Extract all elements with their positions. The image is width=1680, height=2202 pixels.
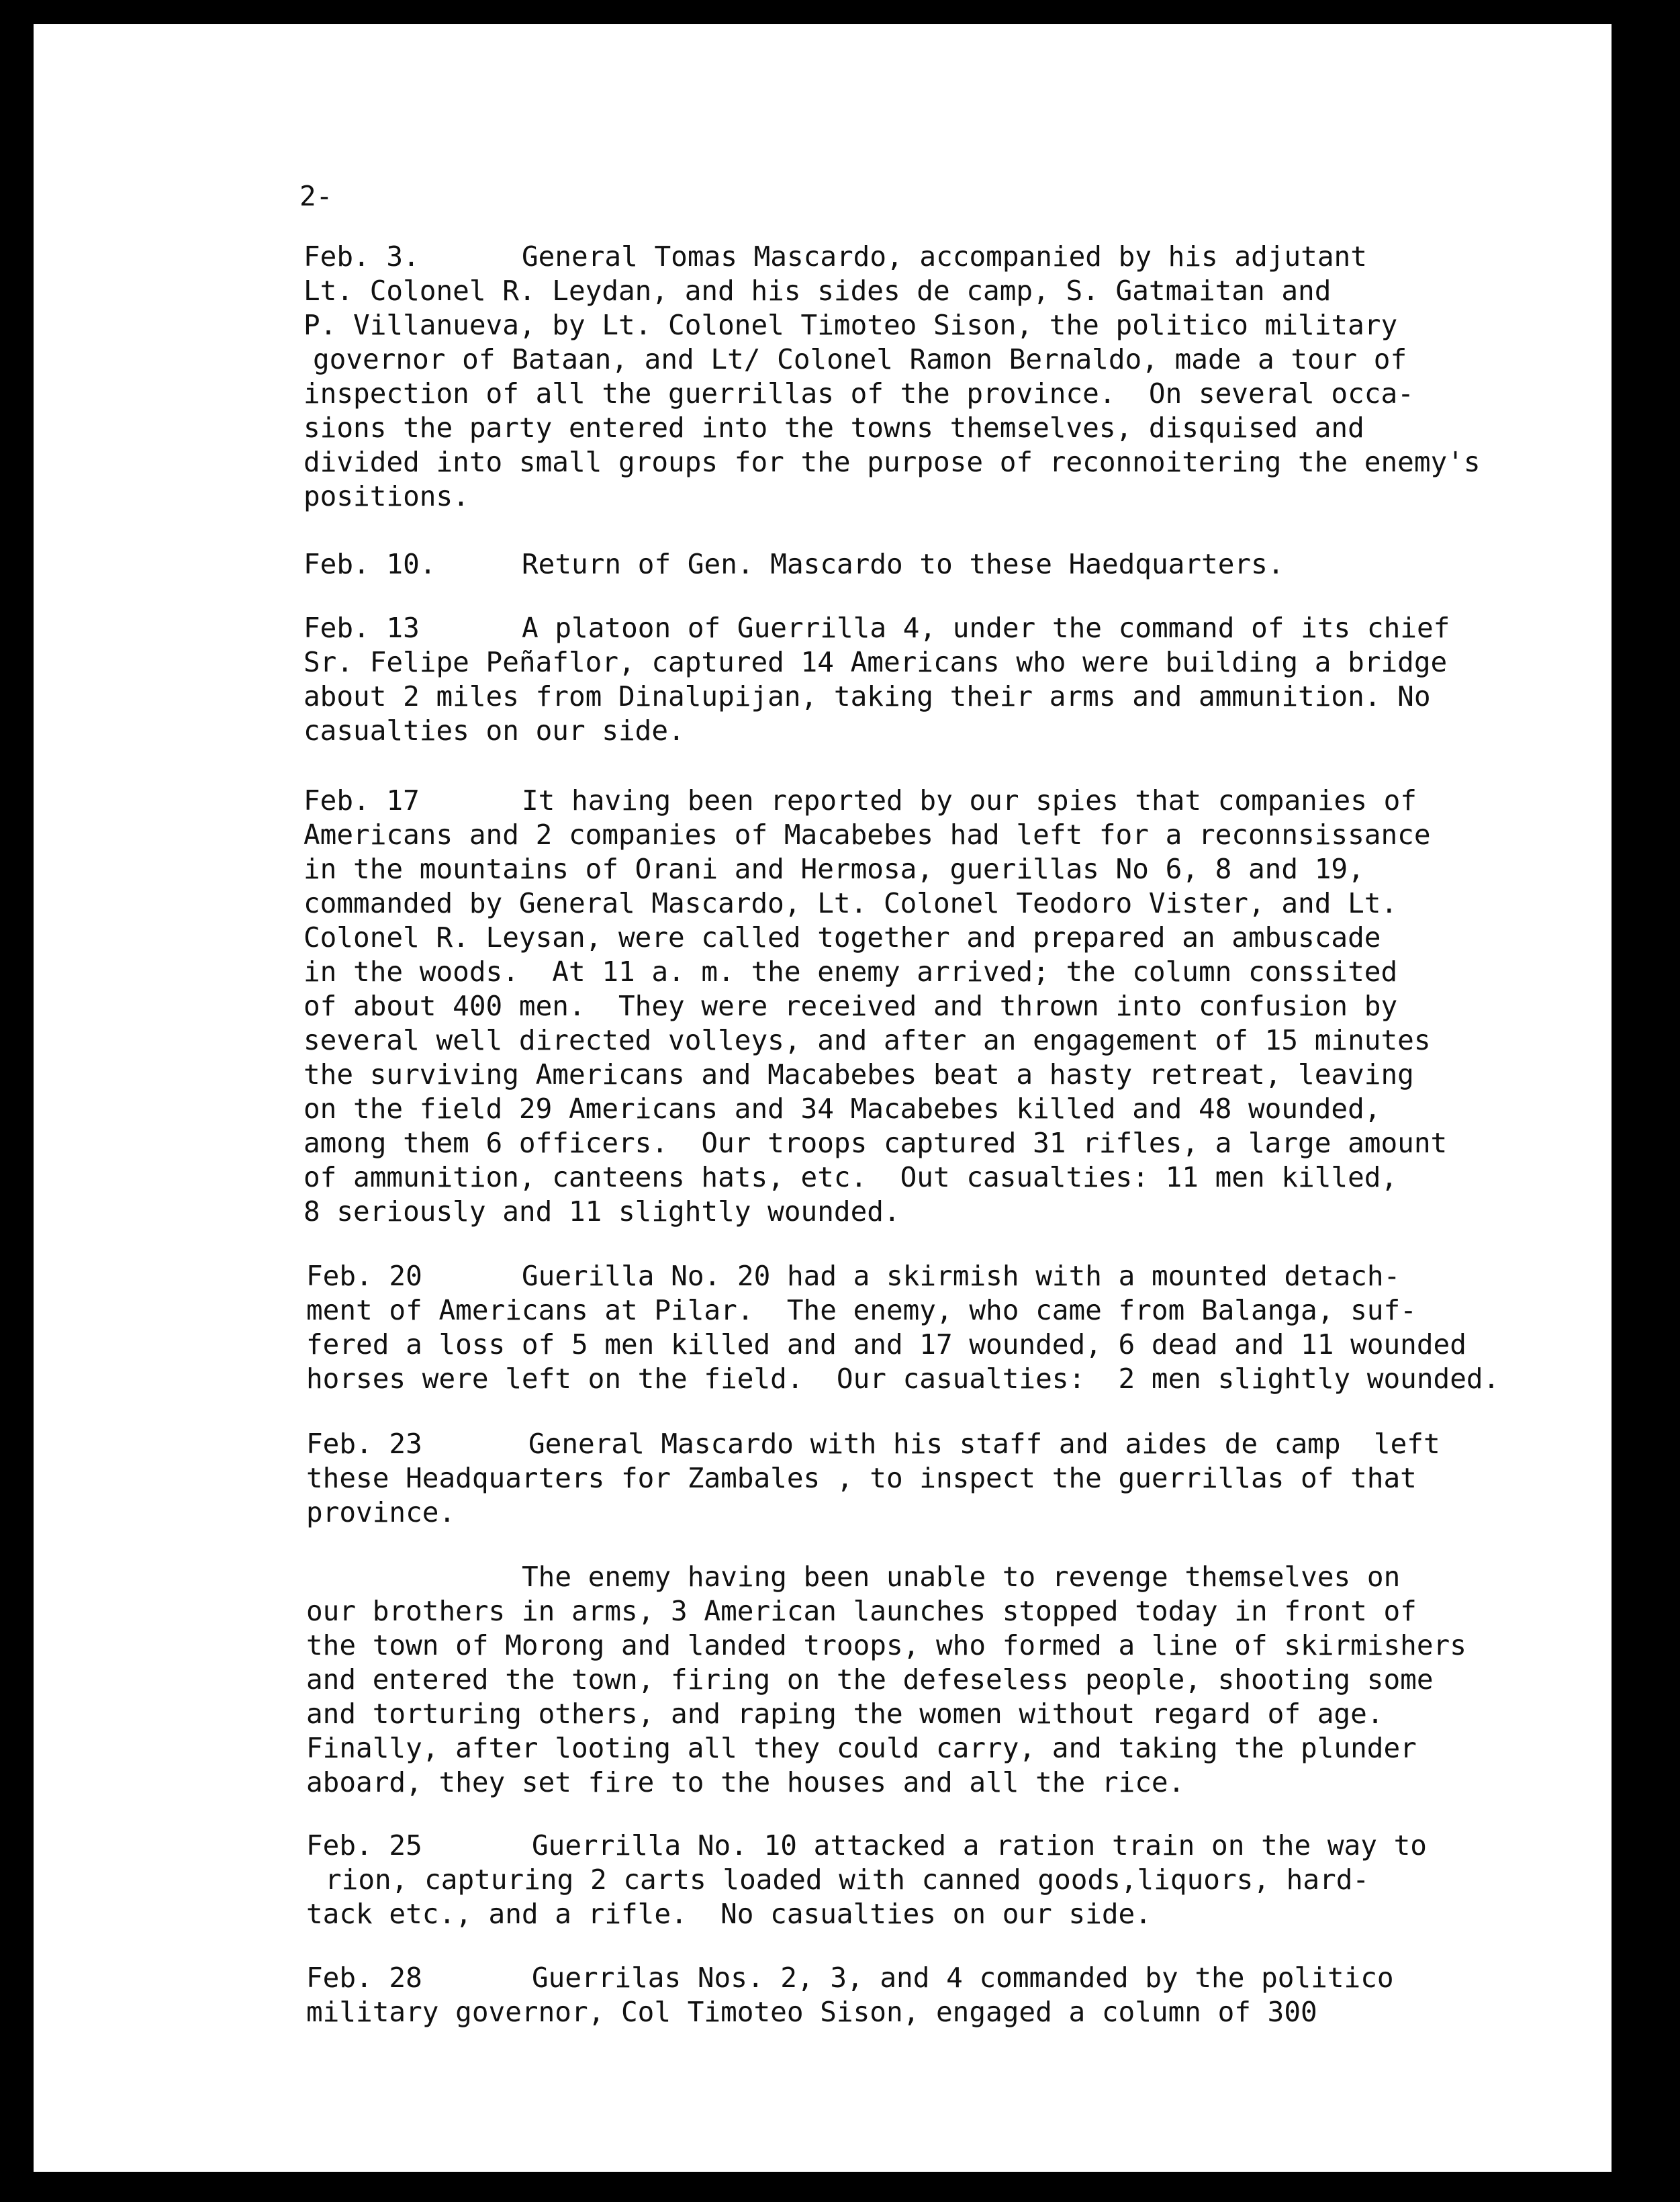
entry-line: Colonel R. Leysan, were called together and prepared an ambuscade xyxy=(304,921,1381,954)
entry-date: Feb. 23 xyxy=(306,1428,422,1460)
entry-line: among them 6 officers. Our troops captured 31 rifles, a large amount xyxy=(304,1127,1448,1159)
entry-line: the town of Morong and landed troops, who formed a line of skirmishers xyxy=(306,1629,1466,1661)
entry-date: Feb. 3. xyxy=(304,240,420,273)
entry-date: Feb. 10. xyxy=(304,548,436,580)
entry-line: on the field 29 Americans and 34 Macabebes killed and 48 wounded, xyxy=(304,1093,1381,1125)
entry-line: in the mountains of Orani and Hermosa, guerillas No 6, 8 and 19, xyxy=(304,853,1364,885)
entry-line: of ammunition, canteens hats, etc. Out casualties: 11 men killed, xyxy=(304,1161,1398,1193)
entry-line: General Tomas Mascardo, accompanied by his adjutant xyxy=(522,240,1367,273)
entry-line: The enemy having been unable to revenge themselves on xyxy=(522,1561,1401,1593)
entry-line: A platoon of Guerrilla 4, under the command of its chief xyxy=(522,612,1450,644)
entry-line: Guerilla No. 20 had a skirmish with a mounted detach- xyxy=(522,1260,1401,1292)
entry-line: province. xyxy=(306,1496,456,1528)
entry-line: these Headquarters for Zambales , to inspect the guerrillas of that xyxy=(306,1462,1417,1494)
entry-line: General Mascardo with his staff and aides de camp left xyxy=(528,1428,1440,1460)
entry-line: ment of Americans at Pilar. The enemy, who came from Balanga, suf- xyxy=(306,1294,1417,1326)
entry-line: tack etc., and a rifle. No casualties on our side. xyxy=(306,1898,1152,1930)
entry-line: Lt. Colonel R. Leydan, and his sides de camp, S. Gatmaitan and xyxy=(304,275,1332,307)
entry-line: sions the party entered into the towns themselves, disquised and xyxy=(304,412,1364,444)
entry-line: divided into small groups for the purpose of reconnoitering the enemy's xyxy=(304,446,1481,478)
entry-line: of about 400 men. They were received and thrown into confusion by xyxy=(304,990,1398,1022)
entry-line: and entered the town, firing on the defeseless people, shooting some xyxy=(306,1663,1434,1696)
entry-line: commanded by General Mascardo, Lt. Colonel Teodoro Vister, and Lt. xyxy=(304,887,1398,919)
entry-line: rion, capturing 2 carts loaded with canned goods,liquors, hard- xyxy=(325,1864,1370,1896)
entry-date: Feb. 17 xyxy=(304,784,420,817)
entry-date: Feb. 13 xyxy=(304,612,420,644)
entry-line: Guerrilas Nos. 2, 3, and 4 commanded by the politico xyxy=(532,1962,1394,1994)
entry-line: our brothers in arms, 3 American launches stopped today in front of xyxy=(306,1595,1417,1627)
entry-date: Feb. 25 xyxy=(306,1829,422,1862)
entry-line: It having been reported by our spies that companies of xyxy=(522,784,1417,817)
page-number: 2- xyxy=(299,180,333,212)
entry-line: fered a loss of 5 men killed and and 17 wounded, 6 dead and 11 wounded xyxy=(306,1328,1466,1361)
entry-line: military governor, Col Timoteo Sison, engaged a column of 300 xyxy=(306,1996,1317,2028)
entry-line: horses were left on the field. Our casualties: 2 men slightly wounded. xyxy=(306,1363,1500,1395)
entry-line: positions. xyxy=(304,480,469,512)
entry-line: Sr. Felipe Peñaflor, captured 14 Americans who were building a bridge xyxy=(304,646,1448,678)
entry-date: Feb. 20 xyxy=(306,1260,422,1292)
entry-line: the surviving Americans and Macabebes beat a hasty retreat, leaving xyxy=(304,1058,1414,1091)
entry-line: and torturing others, and raping the women without regard of age. xyxy=(306,1698,1384,1730)
entry-line: P. Villanueva, by Lt. Colonel Timoteo Sison, the politico military xyxy=(304,309,1398,341)
entry-line: Americans and 2 companies of Macabebes had left for a reconnsissance xyxy=(304,819,1431,851)
entry-line: Guerrilla No. 10 attacked a ration train on the way to xyxy=(532,1829,1427,1862)
entry-line: Finally, after looting all they could carry, and taking the plunder xyxy=(306,1732,1417,1764)
entry-date: Feb. 28 xyxy=(306,1962,422,1994)
entry-line: aboard, they set fire to the houses and all the rice. xyxy=(306,1766,1185,1798)
entry-line: several well directed volleys, and after an engagement of 15 minutes xyxy=(304,1024,1431,1056)
entry-line: about 2 miles from Dinalupijan, taking their arms and ammunition. No xyxy=(304,680,1431,713)
entry-line: inspection of all the guerrillas of the province. On several occa- xyxy=(304,377,1414,410)
entry-line: 8 seriously and 11 slightly wounded. xyxy=(304,1195,900,1228)
entry-line: Return of Gen. Mascardo to these Haedquarters. xyxy=(522,548,1285,580)
entry-line: governor of Bataan, and Lt/ Colonel Ramon Bernaldo, made a tour of xyxy=(313,343,1407,375)
entry-line: casualties on our side. xyxy=(304,715,685,747)
entry-line: in the woods. At 11 a. m. the enemy arrived; the column conssited xyxy=(304,956,1398,988)
